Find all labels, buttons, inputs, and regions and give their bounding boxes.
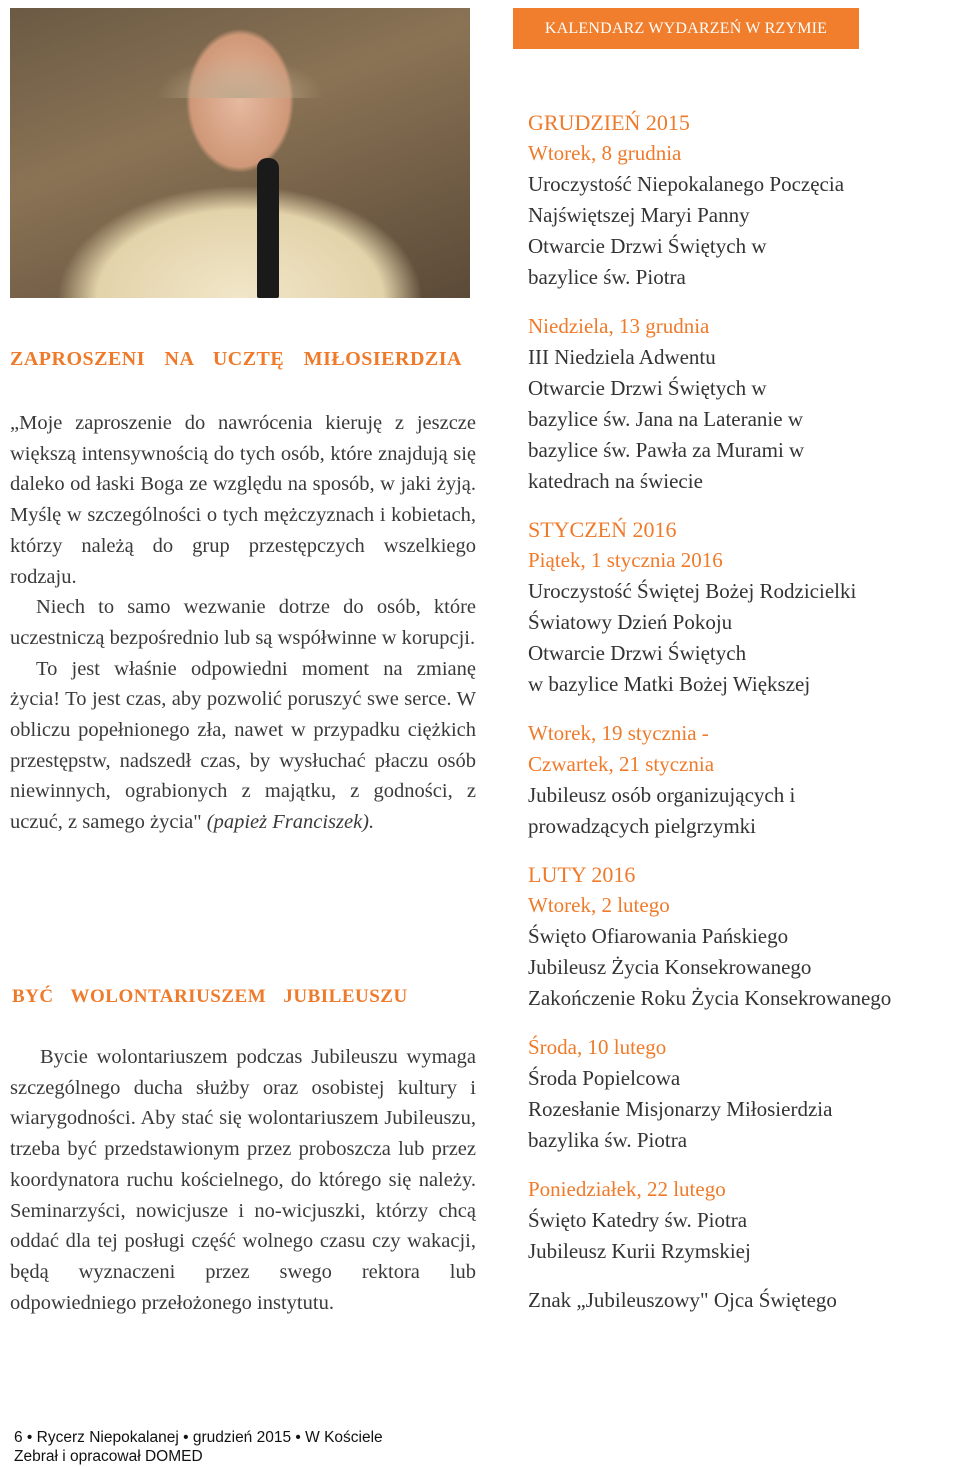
section-heading-volunteer: BYĆ WOLONTARIUSZEM JUBILEUSZU (12, 986, 408, 1007)
event-date: Czwartek, 21 stycznia (528, 752, 715, 776)
volunteer-section (10, 1042, 476, 1318)
event-line: Otwarcie Drzwi Świętych (528, 641, 747, 665)
event-date: Piątek, 1 stycznia 2016 (528, 548, 723, 572)
spacer (528, 1014, 958, 1032)
spacer (528, 1156, 958, 1174)
event-line: Otwarcie Drzwi Świętych w (528, 234, 767, 258)
spacer (528, 293, 958, 311)
footer-publication-line: 6 • Rycerz Niepokalanej • grudzień 2015 • W Kościele (14, 1429, 383, 1446)
spacer (528, 1267, 958, 1285)
event-date: Wtorek, 19 stycznia - (528, 721, 709, 745)
event-line: Jubileusz Życia Konsekrowanego (528, 955, 812, 979)
event-line: bazylika św. Piotra (528, 1128, 688, 1152)
event-line: bazylice św. Pawła za Murami w (528, 438, 805, 462)
event-date: Środa, 10 lutego (528, 1035, 667, 1059)
event-line: w bazylice Matki Bożej Większej (528, 672, 811, 696)
quote-paragraph-3 (10, 654, 476, 838)
calendar-column (528, 108, 958, 1316)
section-heading-invited: ZAPROSZENI NA UCZTĘ MIŁOSIERDZIA (10, 348, 462, 370)
pope-quote (10, 408, 476, 838)
month-heading-december: GRUDZIEŃ 2015 (528, 110, 690, 135)
event-line: Rozesłanie Misjonarzy Miłosierdzia (528, 1097, 833, 1121)
footer-credit-line: Zebrał i opracował DOMED (14, 1448, 203, 1465)
calendar-banner: KALENDARZ WYDARZEŃ W RZYMIE (513, 8, 859, 49)
event-line: Święto Katedry św. Piotra (528, 1208, 748, 1232)
event-line: Jubileusz Kurii Rzymskiej (528, 1239, 751, 1263)
event-line: Jubileusz osób organizujących i (528, 783, 796, 807)
event-line: Zakończenie Roku Życia Konsekrowanego (528, 986, 892, 1010)
month-heading-january: STYCZEŃ 2016 (528, 517, 677, 542)
event-line: katedrach na świecie (528, 469, 703, 493)
event-line: Światowy Dzień Pokoju (528, 610, 733, 634)
event-line: Święto Ofiarowania Pańskiego (528, 924, 789, 948)
page-footer (14, 1428, 474, 1466)
volunteer-paragraph: Bycie wolontariuszem podczas Jubileuszu wymaga szczególnego ducha służby oraz osobistej kultury i wiarygodności. Aby stać się wolontariuszem Jubileuszu, trzeba być przedstawionym przez proboszcza lub przez koordynatora ruchu kościelnego, do którego się należy. Seminarzyści, nowicjusze i no-wicjuszki, którzy chcą oddać dla tej posługi część wolnego czasu czy wakacji, będą wyznaczeni przez swego rektora lub odpowiedniego przełożonego instytutu. (10, 1046, 476, 1314)
event-line: bazylice św. Jana na Lateranie w (528, 407, 803, 431)
quote-paragraph-1: „Moje zaproszenie do nawrócenia kieruję z jeszcze większą intensywnością do tych osób, które znajdują się daleko od łaski Boga ze względu na sposób, w jaki żyją. Myślę w szczególności o tych mężczyznach i kobietach, którzy należą do grup przestępczych wszelkiego rodzaju. (10, 412, 476, 588)
event-line: III Niedziela Adwentu (528, 345, 716, 369)
event-line: Uroczystość Świętej Bożej Rodzicielki (528, 579, 857, 603)
event-line: Środa Popielcowa (528, 1066, 681, 1090)
microphone-shape (257, 158, 279, 298)
event-line: Otwarcie Drzwi Świętych w (528, 376, 767, 400)
quote-paragraph-2: Niech to samo wezwanie dotrze do osób, które uczestniczą bezpośrednio lub są współwinne w korupcji. (10, 596, 476, 649)
spacer (528, 700, 958, 718)
event-date: Niedziela, 13 grudnia (528, 314, 710, 338)
event-date: Poniedziałek, 22 lutego (528, 1177, 726, 1201)
photo-background-shape (90, 8, 390, 98)
month-heading-february: LUTY 2016 (528, 862, 636, 887)
event-line: bazylice św. Piotra (528, 265, 686, 289)
quote-text: To jest właśnie odpowiedni moment na zmianę życia! To jest czas, aby pozwolić poruszyć swe serce. W obliczu popełnionego zła, nawet w przypadku ciężkich przestępstw, nadszedł czas, by wysłuchać płaczu osób niewinnych, ograbionych z majątku, z godności, z uczuć, z samego życia" (10, 657, 476, 834)
quote-attribution: (papież Franciszek). (206, 811, 375, 834)
closing-line: Znak „Jubileuszowy" Ojca Świętego (528, 1288, 837, 1312)
event-line: prowadzących pielgrzymki (528, 814, 756, 838)
spacer (528, 842, 958, 860)
spacer (528, 497, 958, 515)
event-date: Wtorek, 2 lutego (528, 893, 670, 917)
event-line: Uroczystość Niepokalanego Poczęcia (528, 172, 845, 196)
event-date: Wtorek, 8 grudnia (528, 141, 682, 165)
event-line: Najświętszej Maryi Panny (528, 203, 750, 227)
pope-photo (10, 8, 470, 298)
